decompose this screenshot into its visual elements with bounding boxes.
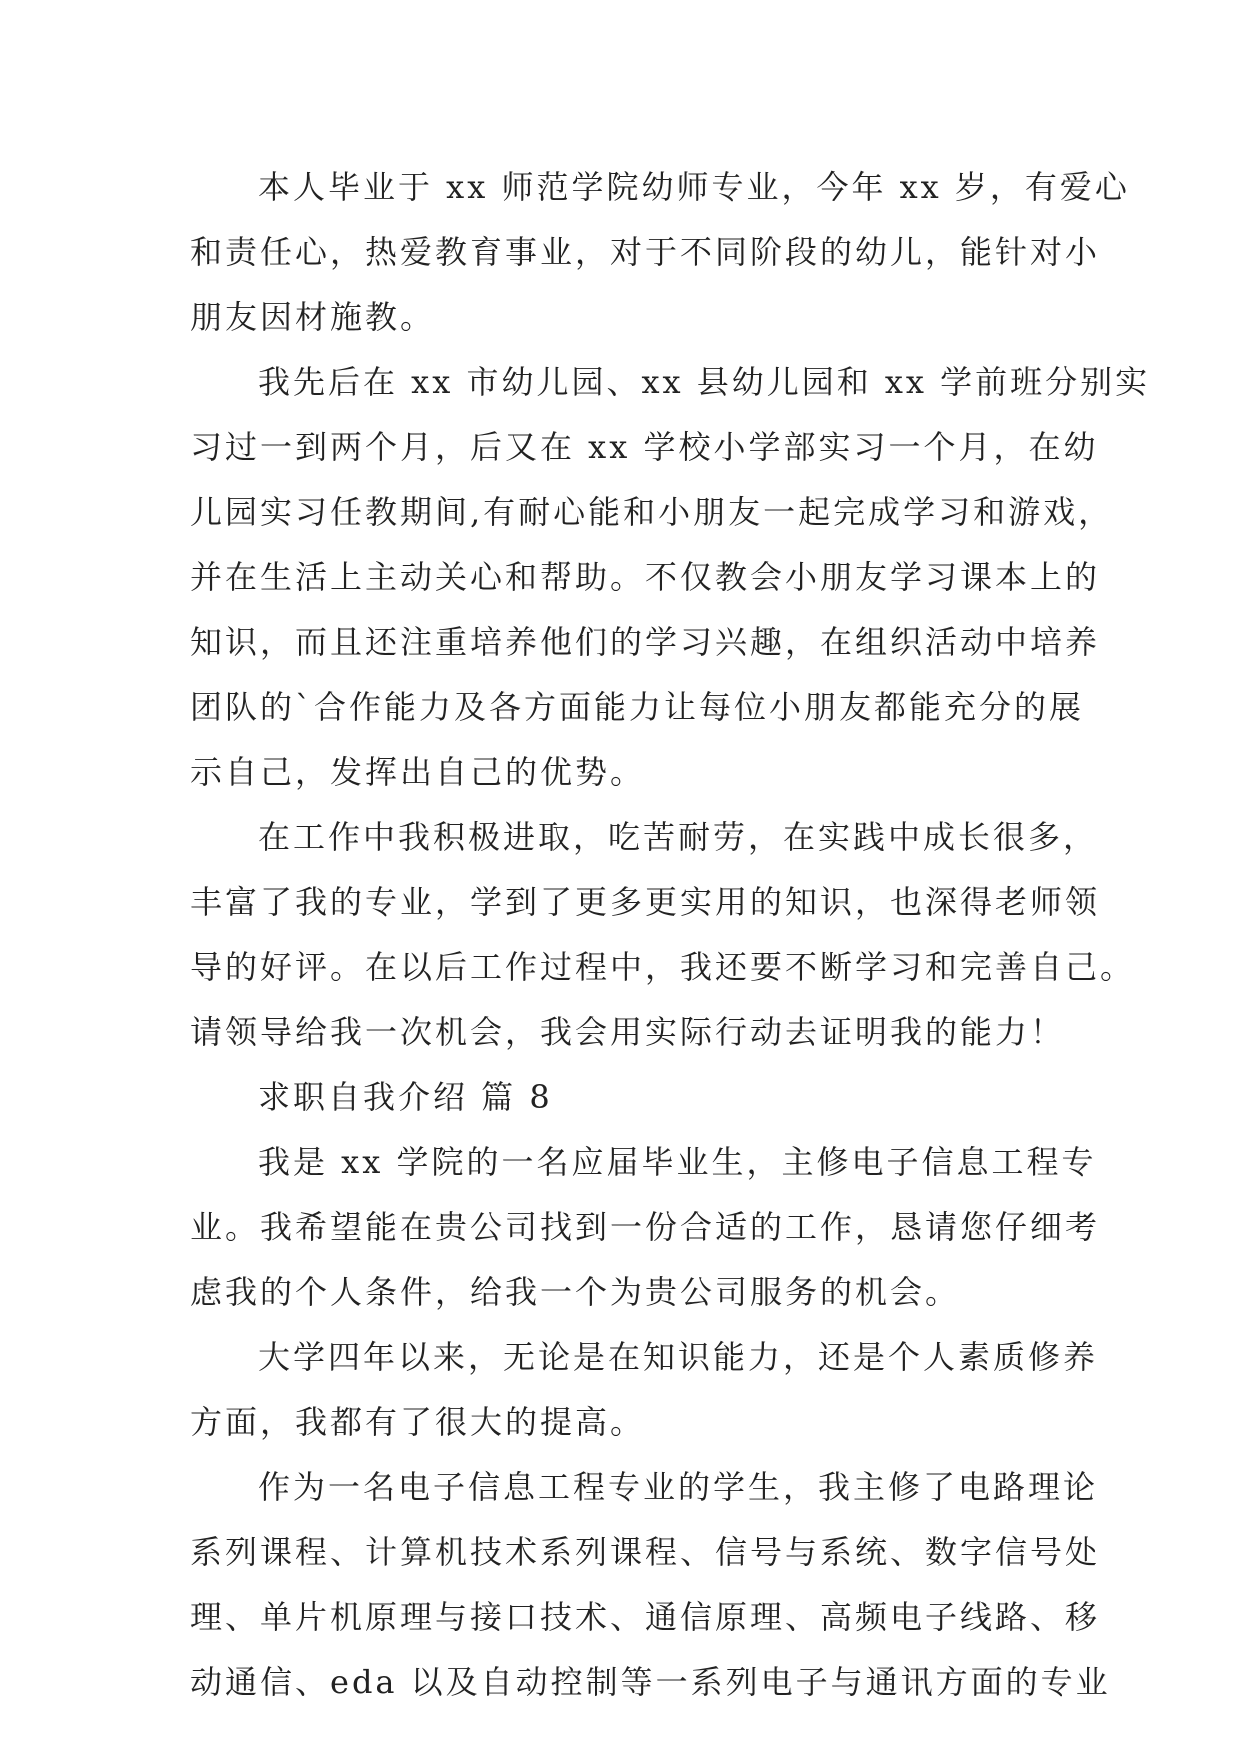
text-line: 团队的`合作能力及各方面能力让每位小朋友都能充分的展 [190,688,1085,726]
text-line: 习过一到两个月，后又在 xx 学校小学部实习一个月，在幼 [190,428,1099,466]
text-line: 丰富了我的专业，学到了更多更实用的知识，也深得老师领 [190,883,1101,921]
text-line: 本人毕业于 xx 师范学院幼师专业，今年 xx 岁，有爱心 [258,168,1130,206]
text-line: 系列课程、计算机技术系列课程、信号与系统、数字信号处 [190,1533,1101,1571]
text-line: 和责任心，热爱教育事业，对于不同阶段的幼儿，能针对小 [190,233,1101,271]
text-line: 在工作中我积极进取，吃苦耐劳，在实践中成长很多， [258,818,1099,856]
text-line: 并在生活上主动关心和帮助。不仅教会小朋友学习课本上的 [190,558,1101,596]
text-line: 儿园实习任教期间,有耐心能和小朋友一起完成学习和游戏， [190,493,1114,531]
text-line: 大学四年以来，无论是在知识能力，还是个人素质修养 [258,1338,1099,1376]
text-line: 理、单片机原理与接口技术、通信原理、高频电子线路、移 [190,1598,1101,1636]
text-line: 朋友因材施教。 [190,298,436,336]
text-line: 我先后在 xx 市幼儿园、xx 县幼儿园和 xx 学前班分别实 [258,363,1151,401]
text-line: 作为一名电子信息工程专业的学生，我主修了电路理论 [258,1468,1099,1506]
text-line: 动通信、eda 以及自动控制等一系列电子与通讯方面的专业 [190,1663,1111,1701]
text-line: 知识，而且还注重培养他们的学习兴趣，在组织活动中培养 [190,623,1101,661]
text-line: 请领导给我一次机会，我会用实际行动去证明我的能力！ [190,1013,1066,1051]
text-line: 我是 xx 学院的一名应届毕业生，主修电子信息工程专 [258,1143,1097,1181]
text-line: 示自己，发挥出自己的优势。 [190,753,646,791]
text-line: 导的好评。在以后工作过程中，我还要不断学习和完善自己。 [190,948,1136,986]
text-line: 虑我的个人条件，给我一个为贵公司服务的机会。 [190,1273,961,1311]
text-line: 求职自我介绍 篇 8 [258,1078,553,1116]
text-line: 业。我希望能在贵公司找到一份合适的工作，恳请您仔细考 [190,1208,1101,1246]
text-line: 方面，我都有了很大的提高。 [190,1403,646,1441]
document-body [190,155,1151,1715]
